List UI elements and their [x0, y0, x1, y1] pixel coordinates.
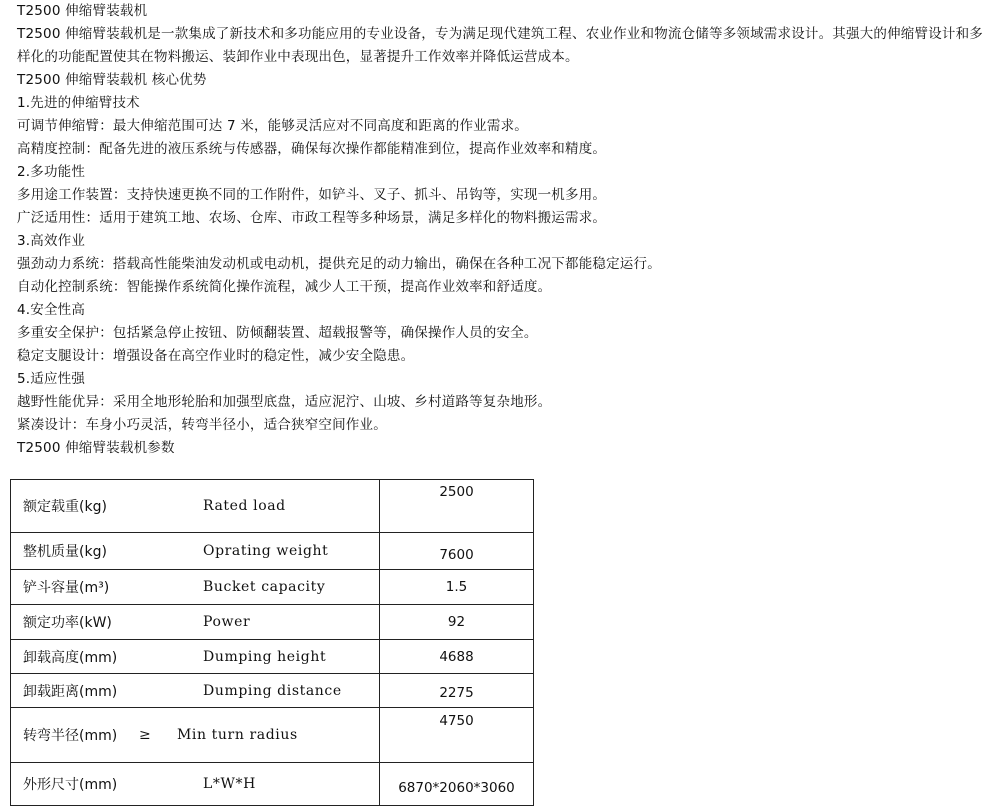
- param-value: 4688: [439, 648, 474, 665]
- param-name-cn: 外形尺寸(mm): [23, 777, 118, 793]
- param-value: 92: [447, 614, 466, 630]
- params-table: [10, 479, 534, 806]
- param-name-cn: 卸载距离(mm): [23, 683, 118, 700]
- param-name-cn: 转弯半径(mm): [23, 728, 118, 744]
- param-name-cn: 整机质量(kg): [23, 544, 107, 560]
- params-heading: T2500 伸缩臂装载机参数: [17, 440, 175, 456]
- param-value: 4750: [439, 713, 474, 729]
- table-row: [11, 570, 534, 605]
- section-item: 可调节伸缩臂：最大伸缩范围可达 7 米，能够灵活应对不同高度和距离的作业需求。: [17, 118, 528, 134]
- section-heading: 2.多功能性: [17, 164, 86, 180]
- param-name-en: Min turn radius: [177, 727, 298, 743]
- param-name-en: L*W*H: [203, 776, 256, 792]
- table-row: [11, 640, 534, 674]
- section-item: 广泛适用性：适用于建筑工地、农场、仓库、市政工程等多种场景，满足多样化的物料搬运需求。: [17, 210, 607, 226]
- section-item: 多用途工作装置：支持快速更换不同的工作附件，如铲斗、叉子、抓斗、吊钩等，实现一机多用。: [17, 187, 607, 203]
- param-name-en: Power: [203, 614, 251, 630]
- greater-equal-symbol: ≥: [139, 727, 151, 743]
- section-heading: 5.适应性强: [17, 371, 86, 387]
- param-name-en: Oprating weight: [203, 543, 329, 559]
- param-name-en: Dumping height: [203, 648, 327, 665]
- section-item: 高精度控制：配备先进的液压系统与传感器，确保每次操作都能精准到位，提高作业效率和精度。: [17, 141, 607, 157]
- table-row: [11, 533, 534, 570]
- section-item: 自动化控制系统：智能操作系统简化操作流程，减少人工干预，提高作业效率和舒适度。: [17, 279, 552, 295]
- param-value: 6870*2060*3060: [398, 780, 515, 796]
- section-item: 多重安全保护：包括紧急停止按钮、防倾翻装置、超载报警等，确保操作人员的安全。: [17, 325, 538, 341]
- table-row: [11, 708, 534, 763]
- param-name-cn: 卸载高度(mm): [23, 649, 118, 666]
- document-body: [17, 0, 997, 460]
- param-value: 2275: [439, 684, 474, 701]
- param-name-en: Bucket capacity: [203, 579, 326, 595]
- section-item: 紧凑设计：车身小巧灵活，转弯半径小，适合狭窄空间作业。: [17, 417, 387, 433]
- param-name-cn: 额定载重(kg): [23, 499, 107, 515]
- table-row: [11, 763, 534, 806]
- param-value: 1.5: [445, 579, 468, 595]
- section-item: 稳定支腿设计：增强设备在高空作业时的稳定性，减少安全隐患。: [17, 348, 415, 364]
- intro-paragraph: T2500 伸缩臂装载机是一款集成了新技术和多功能应用的专业设备，专为满足现代建筑工程、农业作业和物流仓储等多领域需求设计。其强大的伸缩臂设计和多样化的功能配置使其在物料搬运、装卸作业中表现出色，显著提升工作效率并降低运营成本。: [17, 26, 983, 65]
- intro-title: T2500 伸缩臂装载机: [17, 3, 148, 19]
- table-row: [11, 674, 534, 708]
- table-row: [11, 605, 534, 640]
- param-name-cn: 铲斗容量(m³): [23, 580, 110, 596]
- section-heading: 3.高效作业: [17, 233, 86, 249]
- section-heading: 1.先进的伸缩臂技术: [17, 95, 140, 111]
- param-value: 2500: [439, 484, 474, 500]
- section-item: 强劲动力系统：搭载高性能柴油发动机或电动机，提供充足的动力输出，确保在各种工况下都能稳定运行。: [17, 256, 661, 272]
- section-heading: 4.安全性高: [17, 302, 86, 318]
- section-item: 越野性能优异：采用全地形轮胎和加强型底盘，适应泥泞、山坡、乡村道路等复杂地形。: [17, 394, 552, 410]
- advantages-heading: T2500 伸缩臂装载机 核心优势: [17, 72, 207, 88]
- param-value: 7600: [439, 547, 474, 563]
- param-name-cn: 额定功率(kW): [23, 615, 112, 631]
- param-name-en: Rated load: [203, 498, 286, 514]
- param-name-en: Dumping distance: [203, 682, 342, 699]
- table-row: [11, 480, 534, 533]
